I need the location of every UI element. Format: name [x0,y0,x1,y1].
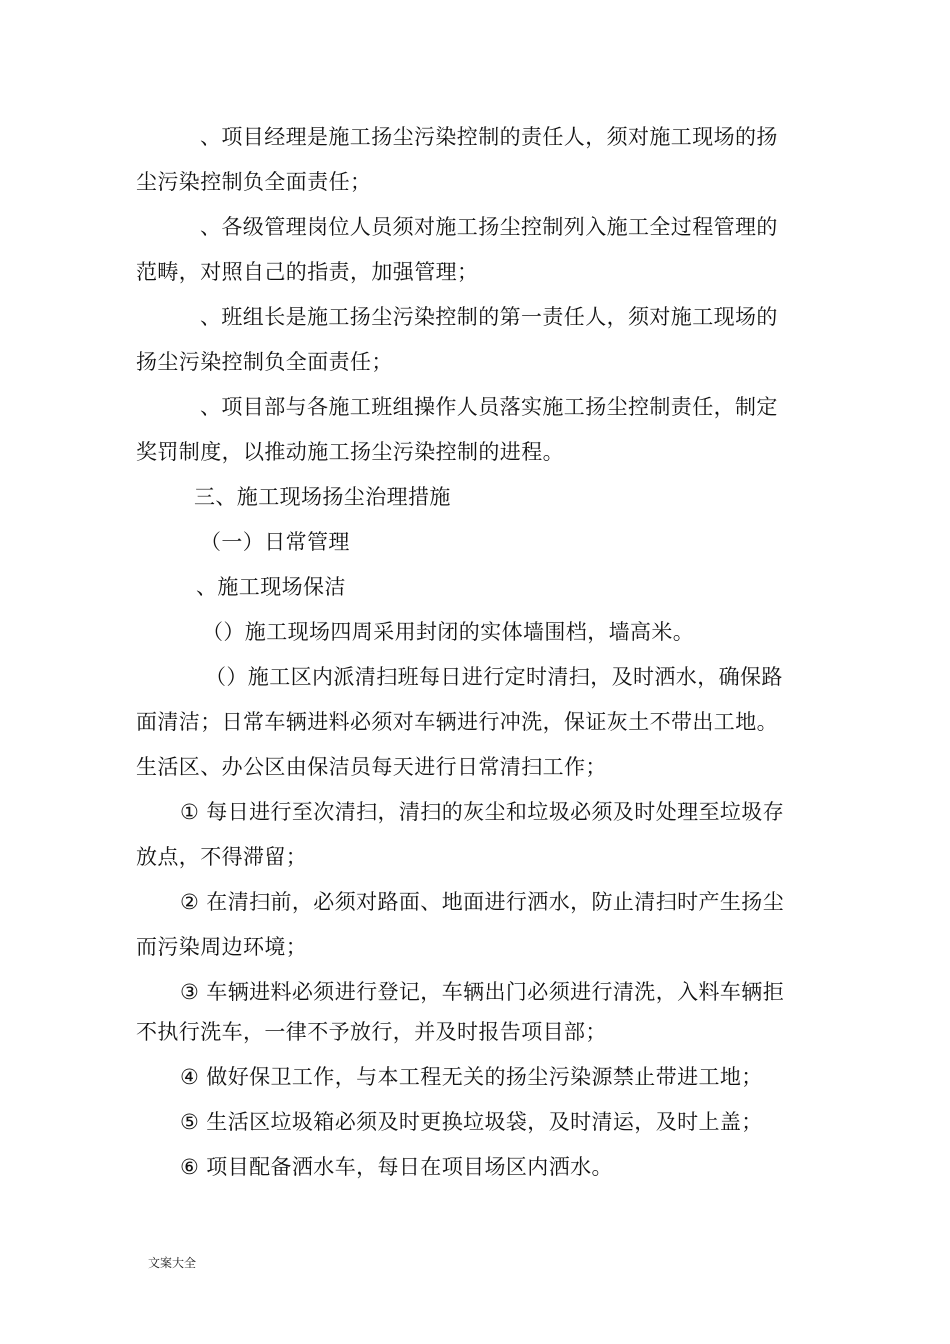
text-line: ① 每日进行至次清扫，清扫的灰尘和垃圾必须及时处理至垃圾存 [180,800,785,824]
text-line: 、各级管理岗位人员须对施工扬尘控制列入施工全过程管理的 [200,215,778,239]
text-line: （）施工区内派清扫班每日进行定时清扫，及时洒水，确保路 [205,665,783,689]
text-line: 扬尘污染控制负全面责任； [136,350,393,374]
text-line: 面清洁；日常车辆进料必须对车辆进行冲洗，保证灰土不带出工地。 [136,710,778,734]
text-line: 放点，不得滞留； [136,845,308,869]
text-line: 尘污染控制负全面责任； [136,170,372,194]
text-line: 奖罚制度，以推动施工扬尘污染控制的进程。 [136,440,564,464]
text-line: （）施工现场四周采用封闭的实体墙围档，墙高米。 [202,620,695,644]
text-line: ⑤ 生活区垃圾箱必须及时更换垃圾袋，及时清运，及时上盖； [180,1110,763,1134]
text-line: 、项目部与各施工班组操作人员落实施工扬尘控制责任，制定 [200,395,778,419]
subsection-heading: （一）日常管理 [200,530,350,554]
text-line: ② 在清扫前，必须对路面、地面进行洒水，防止清扫时产生扬尘 [180,890,785,914]
text-line: 、项目经理是施工扬尘污染控制的责任人，须对施工现场的扬 [200,125,778,149]
text-line: 、班组长是施工扬尘污染控制的第一责任人，须对施工现场的 [200,305,778,329]
item-heading: 、施工现场保洁 [196,575,346,599]
text-line: 而污染周边环境； [136,935,308,959]
section-heading: 三、施工现场扬尘治理措施 [194,485,451,509]
text-line: ⑥ 项目配备洒水车，每日在项目场区内洒水。 [180,1155,613,1179]
text-line: 范畴，对照自己的指责，加强管理； [136,260,479,284]
text-line: ④ 做好保卫工作，与本工程无关的扬尘污染源禁止带进工地； [180,1065,763,1089]
text-line: ③ 车辆进料必须进行登记，车辆出门必须进行清洗，入料车辆拒 [180,980,785,1004]
text-line: 生活区、办公区由保洁员每天进行日常清扫工作； [136,755,607,779]
footer-watermark: 文案大全 [148,1256,197,1270]
text-line: 不执行洗车，一律不予放行，并及时报告项目部； [136,1020,607,1044]
